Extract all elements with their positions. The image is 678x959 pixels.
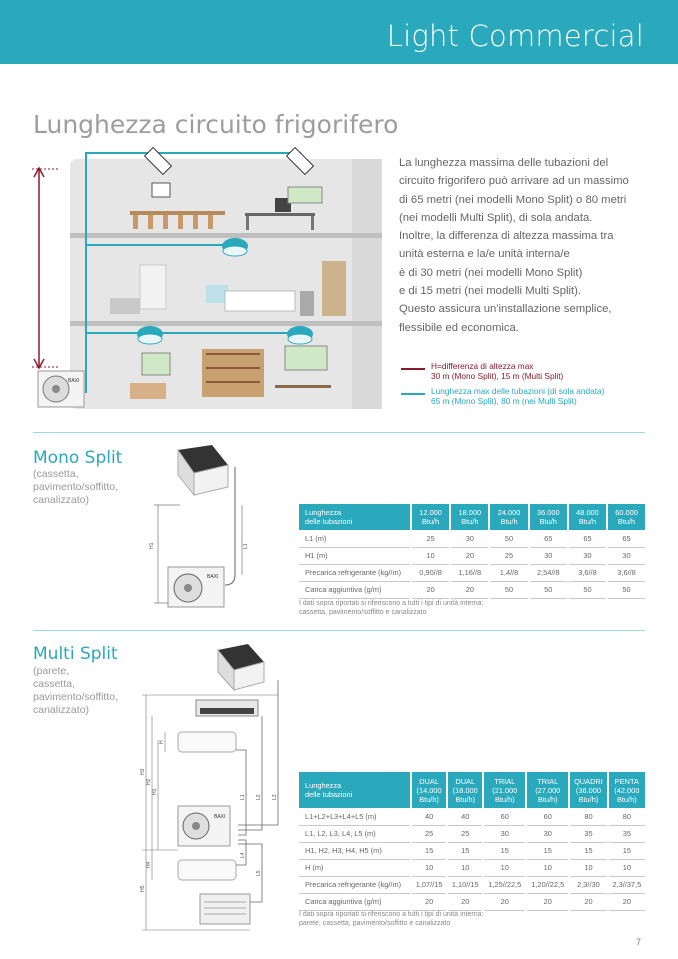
table-row bbox=[299, 547, 645, 564]
multi-split-table bbox=[299, 772, 645, 911]
table-cell: 40 bbox=[411, 808, 447, 825]
header-line: Btu/h bbox=[421, 517, 440, 526]
legend-swatch-height bbox=[401, 368, 425, 370]
table-cell: 20 bbox=[450, 547, 489, 564]
note-line: I dati sopra riportati si riferiscono a tutti i tipi di unità interna: bbox=[299, 911, 484, 918]
table-row bbox=[299, 893, 645, 910]
header-line: 24.000 bbox=[497, 508, 521, 517]
page-number: 7 bbox=[636, 937, 642, 947]
table-body bbox=[299, 808, 645, 910]
label-h2: H2 bbox=[146, 778, 152, 785]
header-line: DUAL bbox=[419, 776, 439, 786]
header-line: (21.000 bbox=[492, 785, 518, 795]
intro-line: La lunghezza massima delle tubazioni del bbox=[399, 157, 609, 169]
table-cell: 20 bbox=[411, 581, 450, 598]
table-body bbox=[299, 530, 645, 598]
table-header-cell bbox=[569, 772, 607, 808]
mono-h1-label: H1 bbox=[149, 542, 155, 549]
row-label: H (m) bbox=[299, 859, 411, 876]
table-header-cell bbox=[411, 504, 450, 530]
section-divider bbox=[33, 630, 645, 631]
intro-line: unità esterna e la/e unità interna/e bbox=[399, 248, 570, 261]
table-cell: 20 bbox=[526, 893, 569, 910]
table-cell: 25 bbox=[411, 530, 450, 547]
table-header-label bbox=[299, 504, 411, 530]
table-row bbox=[299, 859, 645, 876]
table-header-cell bbox=[607, 504, 645, 530]
legend-line: 30 m (Mono Split), 15 m (Multi Split) bbox=[431, 371, 564, 381]
table-cell: 60 bbox=[526, 808, 569, 825]
subtitle-line: cassetta, bbox=[33, 678, 76, 690]
mono-note bbox=[299, 599, 483, 617]
legend-line: H=differenza di altezza max bbox=[431, 361, 534, 371]
table-cell: 50 bbox=[489, 581, 528, 598]
table-cell: 10 bbox=[526, 859, 569, 876]
table-cell: 15 bbox=[608, 842, 645, 859]
header-line: TRIAL bbox=[537, 776, 559, 786]
table-cell: 10 bbox=[608, 859, 645, 876]
label-h3: H3 bbox=[140, 768, 146, 775]
row-label: Carica aggiuntiva (g/m) bbox=[299, 581, 411, 598]
mono-split-subtitle bbox=[33, 468, 118, 507]
table-cell: 30 bbox=[529, 547, 568, 564]
header-line: Btu/h bbox=[617, 517, 636, 526]
label-l2: L2 bbox=[256, 794, 262, 800]
table-cell: 1,20//22,5 bbox=[526, 876, 569, 893]
table-header-cell bbox=[447, 772, 483, 808]
table-cell: 3,6//8 bbox=[607, 564, 645, 581]
table-cell: 1,25//22,5 bbox=[483, 876, 526, 893]
table-header-cell bbox=[411, 772, 447, 808]
table-header-cell bbox=[526, 772, 569, 808]
header-line: 36.000 bbox=[536, 508, 560, 517]
table-cell: 60 bbox=[483, 808, 526, 825]
table-cell: 10 bbox=[569, 859, 607, 876]
label-h5: H5 bbox=[140, 885, 146, 892]
header-line: DUAL bbox=[455, 776, 476, 786]
header-line: Btu/h bbox=[500, 517, 518, 526]
table-cell: 20 bbox=[483, 893, 526, 910]
label-h1: H1 bbox=[152, 788, 158, 795]
table-cell: 15 bbox=[526, 842, 569, 859]
mono-split-diagram bbox=[150, 445, 260, 615]
row-label: L1 (m) bbox=[299, 530, 411, 547]
table-cell: 80 bbox=[608, 808, 645, 825]
table-cell: 65 bbox=[607, 530, 645, 547]
label-l5: L5 bbox=[256, 870, 262, 876]
mono-l1-label: L1 bbox=[243, 543, 249, 549]
table-cell: 20 bbox=[447, 893, 483, 910]
subtitle-line: pavimento/soffitto, bbox=[33, 691, 119, 703]
table-cell: 30 bbox=[568, 547, 607, 564]
intro-line: Questo assicura un'installazione semplice, bbox=[399, 303, 612, 316]
header-bar bbox=[0, 0, 678, 64]
header-line: Lunghezza bbox=[305, 781, 342, 790]
table-row bbox=[299, 842, 645, 859]
row-label: Precarica refrigerante (kg//m) bbox=[299, 876, 411, 893]
legend-text-height bbox=[431, 361, 641, 381]
page-title: Lunghezza circuito frigorifero bbox=[33, 110, 399, 139]
table-cell: 3,6//8 bbox=[568, 564, 607, 581]
table-header-label bbox=[299, 772, 411, 808]
multi-split-diagram bbox=[138, 640, 298, 940]
multi-split-title: Multi Split bbox=[33, 644, 118, 664]
table-cell: 30 bbox=[450, 530, 489, 547]
table-header-cell bbox=[489, 504, 528, 530]
intro-paragraph bbox=[399, 154, 649, 337]
table-cell: 15 bbox=[411, 842, 447, 859]
header-line: 12.000 bbox=[419, 508, 442, 517]
header-line: (18.000 bbox=[452, 785, 478, 795]
table-row bbox=[299, 581, 645, 598]
table-cell: 30 bbox=[607, 547, 645, 564]
row-label: L1, L2, L3, L4, L5 (m) bbox=[299, 825, 411, 842]
header-line: Btu/h) bbox=[419, 794, 439, 804]
label-h: H bbox=[159, 740, 165, 744]
header-line: Lunghezza bbox=[305, 508, 342, 517]
legend-line: Lunghezza max delle tubazioni (di sola andata) bbox=[431, 386, 605, 396]
row-label: Precarica refrigerante (kg//m) bbox=[299, 564, 411, 581]
header-line: Btu/h) bbox=[494, 794, 515, 804]
header-line: (27.000 bbox=[535, 785, 561, 795]
header-line: Btu/h bbox=[539, 517, 557, 526]
intro-line: e di 15 metri (nei modelli Multi Split). bbox=[399, 285, 582, 298]
header-line: Btu/h) bbox=[578, 794, 599, 804]
note-line: cassetta, pavimento/soffitto e canalizzato bbox=[299, 609, 427, 616]
table-row bbox=[299, 876, 645, 893]
table-header-cell bbox=[568, 504, 607, 530]
table-cell: 25 bbox=[489, 547, 528, 564]
header-line: TRIAL bbox=[494, 776, 516, 786]
table-cell: 1,07//15 bbox=[411, 876, 447, 893]
table-cell: 15 bbox=[447, 842, 483, 859]
table-cell: 50 bbox=[607, 581, 645, 598]
table-cell: 35 bbox=[608, 825, 645, 842]
table-cell: 1,4//8 bbox=[489, 564, 528, 581]
table-cell: 50 bbox=[489, 530, 528, 547]
header-line: Btu/h) bbox=[616, 794, 637, 804]
table-cell: 10 bbox=[411, 859, 447, 876]
table-cell: 35 bbox=[569, 825, 607, 842]
legend-text-length bbox=[431, 386, 651, 406]
table-row bbox=[299, 564, 645, 581]
header-line: Btu/h) bbox=[537, 794, 558, 804]
header-line: 48.000 bbox=[576, 508, 599, 517]
section-divider bbox=[33, 432, 645, 433]
legend-swatch-length bbox=[401, 393, 425, 395]
row-label: H1, H2, H3, H4, H5 (m) bbox=[299, 842, 411, 859]
header-line: PENTA bbox=[614, 776, 639, 786]
header-line: delle tubazioni bbox=[305, 790, 353, 799]
header-line: Btu/h) bbox=[455, 794, 476, 804]
table-cell: 40 bbox=[447, 808, 483, 825]
note-line: parete, cassetta, pavimento/soffitto e canalizzato bbox=[299, 920, 451, 927]
header-line: (42.000 bbox=[614, 785, 640, 795]
table-header-cell bbox=[450, 504, 489, 530]
table-cell: 20 bbox=[411, 893, 447, 910]
table-row bbox=[299, 530, 645, 547]
intro-line: di 65 metri (nei modelli Mono Split) o 80 metri bbox=[399, 193, 627, 206]
subtitle-line: pavimento/soffitto, bbox=[33, 481, 119, 493]
table-cell: 20 bbox=[569, 893, 607, 910]
table-row bbox=[299, 825, 645, 842]
table-cell: 10 bbox=[483, 859, 526, 876]
outdoor-unit-brand: BAXI bbox=[68, 378, 80, 384]
row-label: H1 (m) bbox=[299, 547, 411, 564]
table-cell: 1,10//15 bbox=[447, 876, 483, 893]
row-label: L1+L2+L3+L4+L5 (m) bbox=[299, 808, 411, 825]
table-header-row bbox=[299, 504, 645, 530]
table-cell: 2,3//30 bbox=[569, 876, 607, 893]
label-h4: H4 bbox=[146, 861, 152, 868]
table-cell: 20 bbox=[608, 893, 645, 910]
header-line: 18.000 bbox=[458, 508, 482, 517]
table-cell: 25 bbox=[411, 825, 447, 842]
building-illustration bbox=[30, 153, 385, 411]
table-cell: 50 bbox=[529, 581, 568, 598]
header-line: QUADRI bbox=[574, 776, 603, 786]
note-line: I dati sopra riportati si riferiscono a tutti i tipi di unità interna: bbox=[299, 600, 484, 607]
subtitle-line: (cassetta, bbox=[33, 468, 79, 480]
label-l3: L3 bbox=[272, 794, 278, 800]
multi-unit-brand: BAXI bbox=[214, 814, 226, 820]
header-line: delle tubazioni bbox=[305, 517, 353, 526]
mono-unit-brand: BAXI bbox=[207, 574, 219, 580]
mono-split-table bbox=[299, 504, 645, 599]
label-l1: L1 bbox=[240, 794, 246, 800]
multi-split-subtitle bbox=[33, 665, 118, 717]
table-cell: 0,90//8 bbox=[411, 564, 450, 581]
table-cell: 65 bbox=[568, 530, 607, 547]
header-line: (36.000 bbox=[575, 785, 601, 795]
header-line: Btu/h bbox=[578, 517, 597, 526]
table-cell: 15 bbox=[483, 842, 526, 859]
table-cell: 2,3//37,5 bbox=[608, 876, 645, 893]
table-cell: 15 bbox=[569, 842, 607, 859]
table-cell: 10 bbox=[447, 859, 483, 876]
multi-note bbox=[299, 910, 483, 928]
header-line: 60.000 bbox=[615, 508, 638, 517]
table-header-cell bbox=[529, 504, 568, 530]
table-cell: 1,16//8 bbox=[450, 564, 489, 581]
table-cell: 50 bbox=[568, 581, 607, 598]
header-line: Btu/h bbox=[461, 517, 479, 526]
mono-split-title: Mono Split bbox=[33, 448, 123, 468]
intro-line: circuito frigorifero può arrivare ad un massimo bbox=[399, 175, 629, 188]
table-cell: 30 bbox=[526, 825, 569, 842]
intro-line: è di 30 metri (nei modelli Mono Split) bbox=[399, 266, 583, 279]
table-cell: 80 bbox=[569, 808, 607, 825]
legend-line: 65 m (Mono Split), 80 m (nei Multi Split) bbox=[431, 396, 577, 406]
table-cell: 25 bbox=[447, 825, 483, 842]
table-header-cell bbox=[483, 772, 526, 808]
subtitle-line: canalizzato) bbox=[33, 704, 90, 716]
table-cell: 20 bbox=[450, 581, 489, 598]
subtitle-line: canalizzato) bbox=[33, 494, 90, 506]
header-line: (14.000 bbox=[416, 785, 442, 795]
row-label: Carica aggiuntiva (g/m) bbox=[299, 893, 411, 910]
table-cell: 65 bbox=[529, 530, 568, 547]
table-cell: 2,54//8 bbox=[529, 564, 568, 581]
label-l4: L4 bbox=[240, 852, 246, 858]
intro-line: (nei modelli Multi Split), di sola andata. bbox=[399, 211, 593, 224]
table-row bbox=[299, 808, 645, 825]
table-header-row bbox=[299, 772, 645, 808]
table-header-cell bbox=[608, 772, 645, 808]
header-title: Light Commercial bbox=[386, 19, 644, 53]
table-cell: 10 bbox=[411, 547, 450, 564]
intro-line: flessibile ed economica. bbox=[399, 321, 519, 334]
table-cell: 30 bbox=[483, 825, 526, 842]
intro-line: Inoltre, la differenza di altezza massima tra bbox=[399, 230, 614, 243]
subtitle-line: (parete, bbox=[33, 665, 70, 677]
